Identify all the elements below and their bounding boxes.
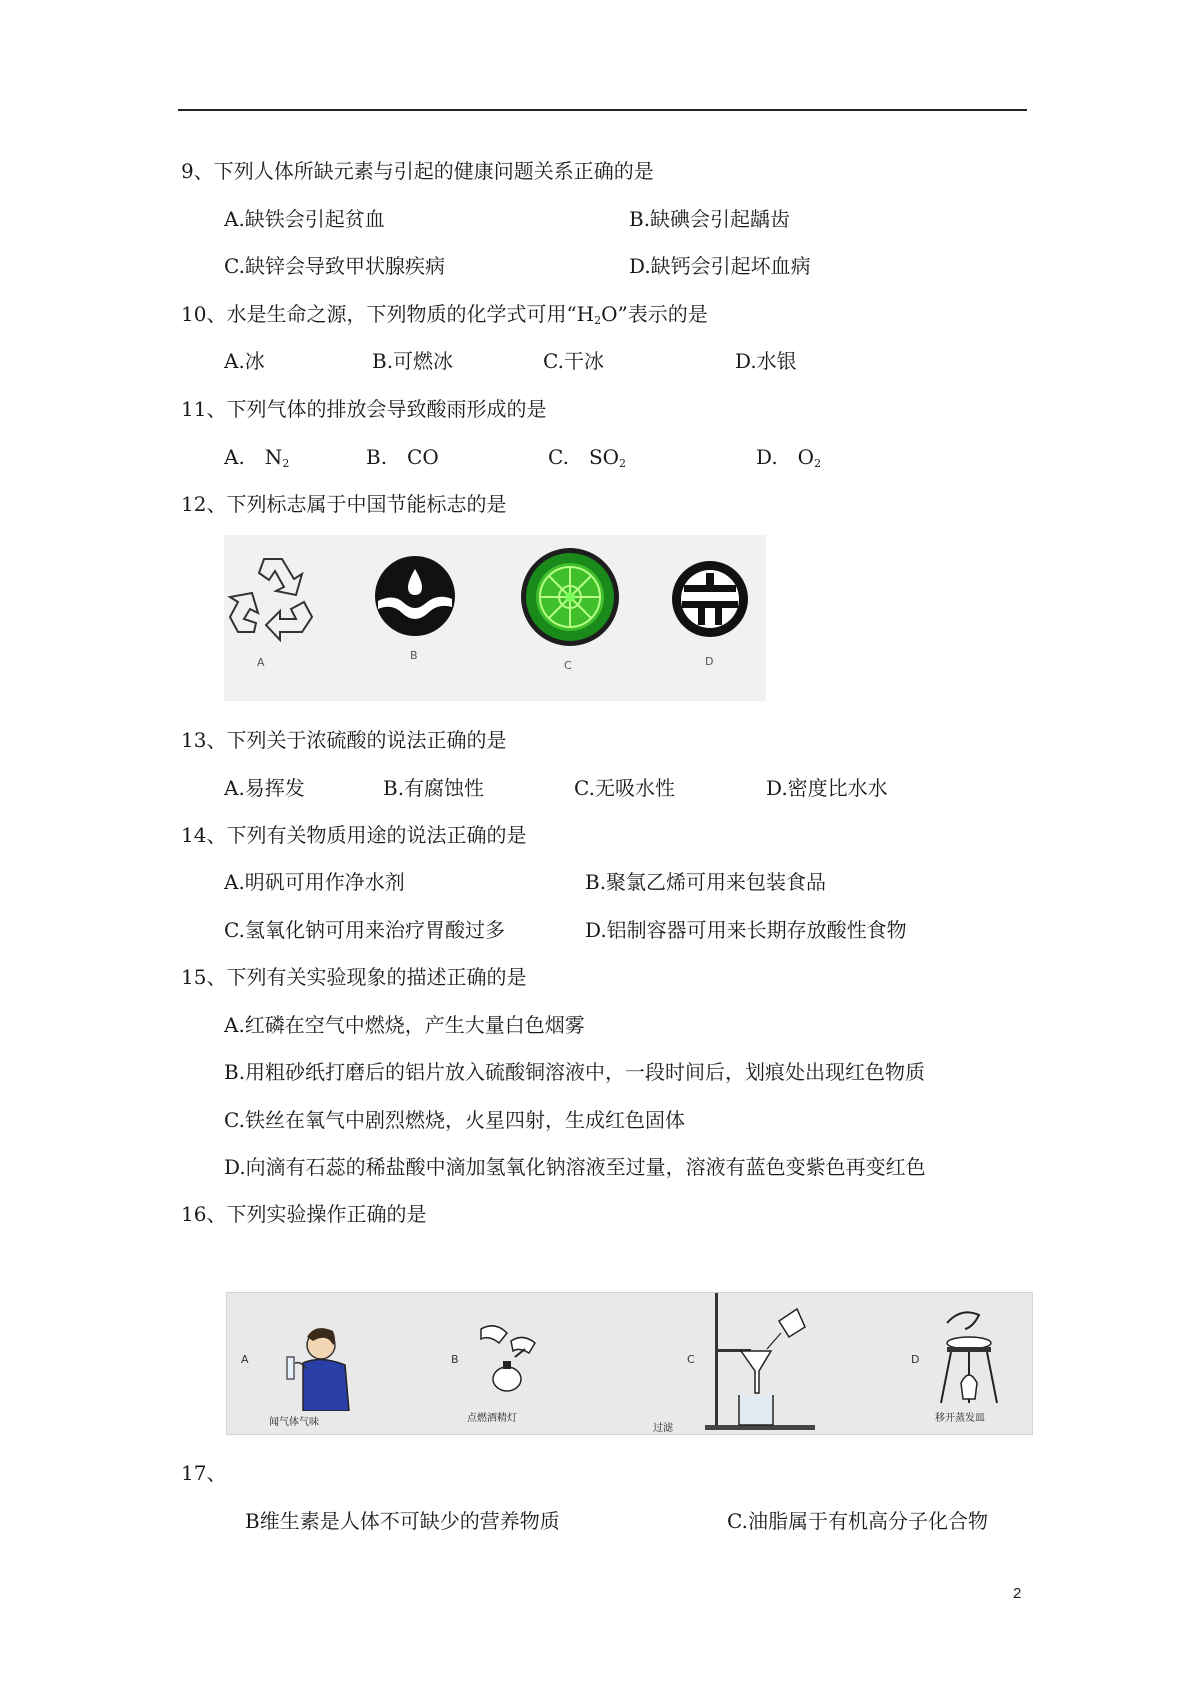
logo-label-d: D	[705, 655, 714, 668]
logo-label-a: A	[257, 656, 265, 669]
page-number: 2	[1013, 1585, 1022, 1602]
question-13-stem: 13、下列关于浓硫酸的说法正确的是	[181, 728, 507, 752]
question-14-option-d: D.铝制容器可用来长期存放酸性食物	[585, 918, 907, 942]
question-14-option-c: C.氢氧化钠可用来治疗胃酸过多	[224, 918, 505, 942]
operation-caption-c: 过滤	[653, 1423, 673, 1434]
header-rule	[178, 109, 1027, 111]
question-17-option-b: B维生素是人体不可缺少的营养物质	[245, 1509, 560, 1533]
logo-label-b: B	[410, 649, 418, 662]
operation-label-b: B	[451, 1353, 459, 1366]
question-15-option-d: D.向滴有石蕊的稀盐酸中滴加氢氧化钠溶液至过量，溶液有蓝色变紫色再变红色	[224, 1155, 926, 1179]
operation-caption-a: 闻气体气味	[269, 1417, 319, 1428]
question-10-option-a: A.冰	[224, 349, 265, 373]
question-10-stem: 10、水是生命之源，下列物质的化学式可用“$H_2O$”表示的是	[181, 302, 708, 327]
question-14-option-b: B.聚氯乙烯可用来包装食品	[585, 870, 827, 894]
question-15-option-a: A.红磷在空气中燃烧，产生大量白色烟雾	[224, 1013, 585, 1037]
question-13-option-c: C.无吸水性	[574, 776, 675, 800]
question-9-stem: 9、下列人体所缺元素与引起的健康问题关系正确的是	[181, 159, 654, 183]
question-13-option-d: D.密度比水水	[766, 776, 888, 800]
question-15-option-b: B.用粗砂纸打磨后的铝片放入硫酸铜溶液中，一段时间后，划痕处出现红色物质	[224, 1060, 926, 1084]
question-17-stem: 17、	[181, 1461, 227, 1485]
smelling-gas-illustration-icon	[257, 1311, 357, 1411]
question-11-option-a: A. $N_2$	[224, 445, 290, 470]
operation-label-d: D	[911, 1353, 920, 1366]
operation-caption-b: 点燃酒精灯	[467, 1413, 517, 1424]
question-11-option-c: C. $SO_2$	[548, 445, 627, 470]
energy-saving-logo-icon	[670, 559, 750, 639]
question-10-option-b: B.可燃冰	[372, 349, 454, 373]
lab-operations-figure	[226, 1292, 1033, 1435]
question-15-stem: 15、下列有关实验现象的描述正确的是	[181, 965, 527, 989]
operation-label-a: A	[241, 1353, 249, 1366]
green-environmental-logo-icon	[520, 547, 620, 647]
question-15-option-c: C.铁丝在氧气中剧烈燃烧，火星四射，生成红色固体	[224, 1108, 685, 1132]
question-14-option-a: A.明矾可用作净水剂	[224, 870, 405, 894]
question-9-option-a: A.缺铁会引起贫血	[224, 207, 385, 231]
question-17-option-c: C.油脂属于有机高分子化合物	[727, 1509, 988, 1533]
question-13-option-b: B.有腐蚀性	[383, 776, 485, 800]
recycle-logo-icon	[224, 547, 324, 642]
question-11-option-d: D. $O_2$	[756, 445, 822, 470]
question-10-option-c: C.干冰	[543, 349, 604, 373]
question-11-stem: 11、下列气体的排放会导致酸雨形成的是	[181, 397, 547, 421]
alcohol-lamp-illustration-icon	[471, 1319, 551, 1405]
question-16-stem: 16、下列实验操作正确的是	[181, 1202, 427, 1226]
logo-label-c: C	[564, 659, 572, 672]
question-13-option-a: A.易挥发	[224, 776, 305, 800]
filtration-illustration-icon	[701, 1293, 821, 1433]
question-11-option-b: B. CO	[366, 445, 439, 469]
question-12-stem: 12、下列标志属于中国节能标志的是	[181, 492, 507, 516]
question-14-stem: 14、下列有关物质用途的说法正确的是	[181, 823, 527, 847]
question-9-option-d: D.缺钙会引起坏血病	[629, 254, 811, 278]
question-9-option-c: C.缺锌会导致甲状腺疾病	[224, 254, 445, 278]
question-9-option-b: B.缺碘会引起龋齿	[629, 207, 791, 231]
operation-caption-d: 移开蒸发皿	[935, 1413, 985, 1424]
question-10-option-d: D.水银	[735, 349, 797, 373]
logo-options-figure	[224, 535, 766, 701]
operation-label-c: C	[687, 1353, 695, 1366]
water-saving-logo-icon	[374, 555, 456, 637]
evaporating-dish-illustration-icon	[927, 1303, 1017, 1409]
